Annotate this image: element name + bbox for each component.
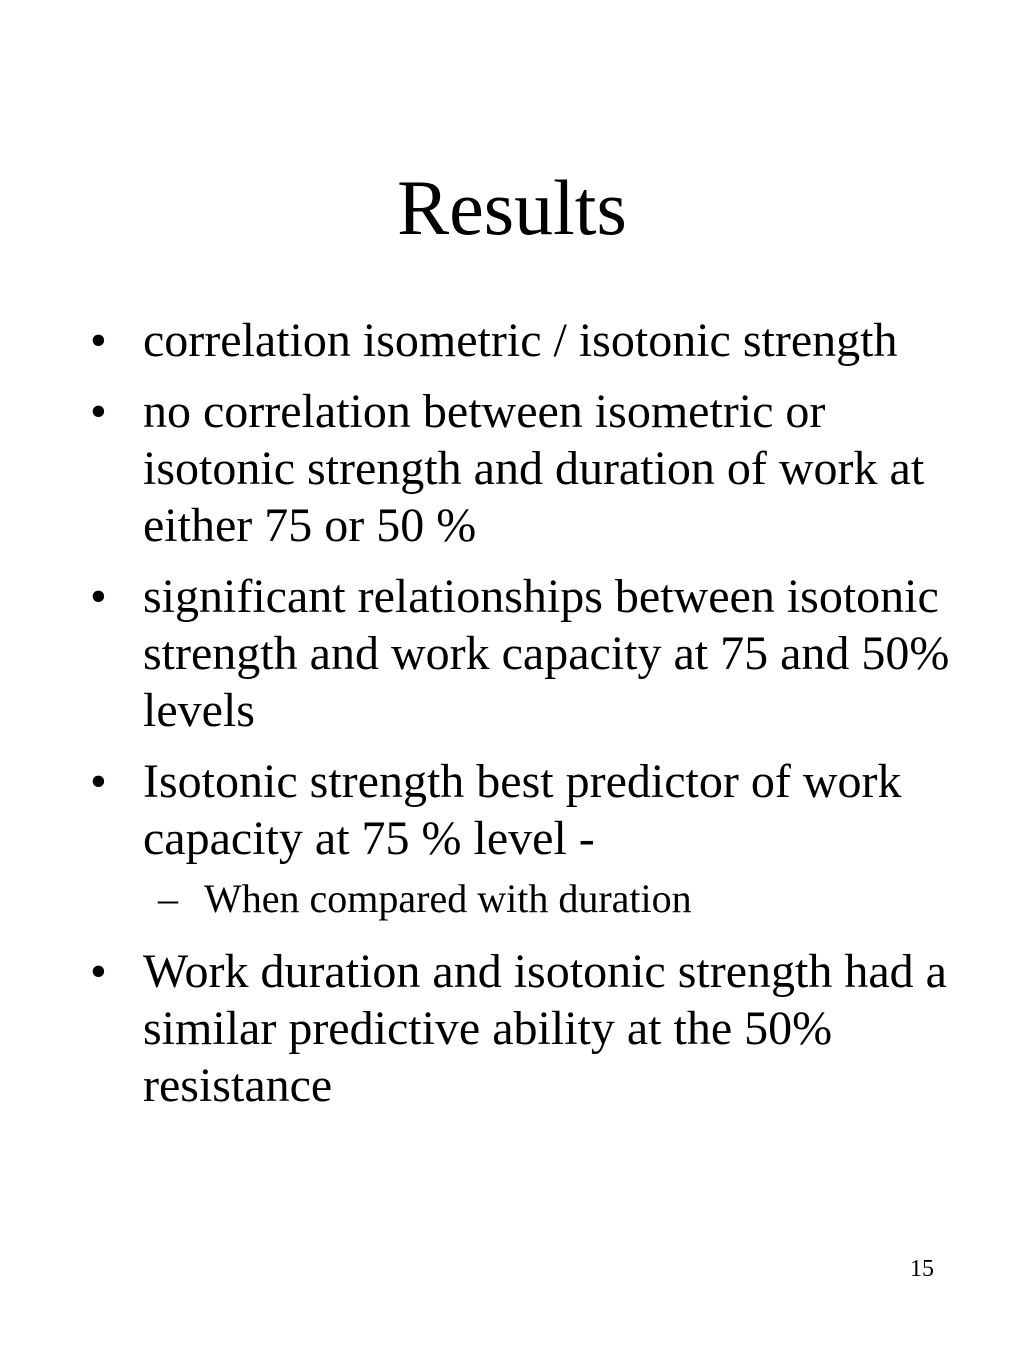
bullet-text: Work duration and isotonic strength had a similar predictive ability at the 50% resistance <box>143 945 947 1112</box>
bullet-item <box>0 383 1024 554</box>
bullet-item <box>0 943 1024 1114</box>
sub-bullet-item <box>0 875 1024 923</box>
bullet-item <box>0 753 1024 867</box>
bullet-text: correlation isometric / isotonic strength <box>143 314 898 367</box>
slide-title: Results <box>397 164 627 251</box>
bullet-item <box>0 568 1024 739</box>
bullet-marker: • <box>90 755 107 808</box>
bullet-text: significant relationships between isotonic strength and work capacity at 75 and 50% levels <box>143 570 950 737</box>
sub-bullet-marker: – <box>158 876 178 921</box>
bullet-text: no correlation between isometric or isotonic strength and duration of work at either 75 or 50 % <box>143 385 925 552</box>
page-number: 15 <box>910 1256 934 1282</box>
bullet-marker: • <box>90 945 107 998</box>
bullet-marker: • <box>90 385 107 438</box>
bullet-marker: • <box>90 314 107 367</box>
bullet-text: Isotonic strength best predictor of work capacity at 75 % level - <box>143 755 902 865</box>
bullet-marker: • <box>90 570 107 623</box>
bullet-item <box>0 312 1024 369</box>
sub-bullet-text: When compared with duration <box>204 876 692 921</box>
bullet-list <box>0 312 1024 1128</box>
